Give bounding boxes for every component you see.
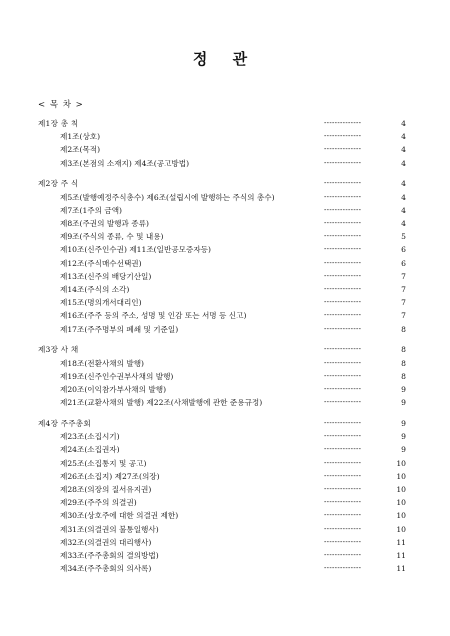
toc-article-row [0,357,450,370]
toc-leader-dots: -------------- [324,419,362,427]
toc-article-title: 제7조(1주의 금액) [60,205,123,215]
toc-chapter-row [0,417,450,430]
toc-article-row [0,562,450,575]
toc-leader-dots: -------------- [324,445,362,454]
toc-page-number: 7 [401,285,406,294]
toc-article-title: 제19조(신주인수권부사채의 발행) [60,371,174,381]
toc-article-title: 제1조(상호) [60,132,101,142]
toc-page-number: 8 [401,324,406,334]
toc-page-number: 4 [401,145,406,155]
toc-chapter-row [0,177,450,190]
toc-chapter-title: 제1장 총 칙 [38,119,79,128]
toc-page-number: 9 [401,398,406,408]
toc-article-row [0,230,450,243]
toc-leader-dots: -------------- [324,179,362,188]
toc-article-title: 제31조(의결권의 불통일행사) [60,524,159,534]
toc-chapter-title: 제2장 주 식 [38,179,79,189]
toc-article-title: 제12조(주식매수선택권) [60,258,142,268]
toc-page-number: 11 [396,564,406,574]
toc-article-row [0,509,450,522]
toc-page-number: 11 [396,551,406,560]
toc-page-number: 4 [401,205,406,215]
toc-page-number: 11 [396,537,406,547]
toc-article-row [0,323,450,336]
toc-article-row [0,157,450,170]
toc-article-title: 제14조(주식의 소각) [60,285,130,294]
toc-leader-dots: -------------- [324,145,362,154]
toc-leader-dots: -------------- [324,205,362,214]
toc-leader-dots: -------------- [324,232,362,241]
toc-page-number: 10 [396,471,406,481]
toc-page-number: 10 [396,485,406,494]
toc-page-number: 10 [396,524,406,534]
toc-article-title: 제32조(의결권의 대리행사) [60,537,152,547]
toc-article-row [0,191,450,204]
toc-leader-dots: -------------- [324,192,362,201]
toc-article-title: 제26조(소집지) 제27조(의장) [60,471,160,481]
toc-page-number: 6 [401,245,406,255]
toc-article-title: 제24조(소집권자) [60,445,120,455]
toc-leader-dots: -------------- [324,158,362,167]
toc-page-number: 4 [401,158,406,168]
toc-leader-dots: -------------- [324,471,362,480]
toc-page-number: 5 [401,232,406,242]
toc-page-number: 8 [401,345,406,355]
toc-page-number: 4 [401,119,406,128]
toc-article-row [0,270,450,283]
toc-article-title: 제16조(주주 등의 주소, 성명 및 인감 또는 서명 등 신고) [60,311,247,321]
toc-leader-dots: -------------- [324,458,362,467]
toc-article-row [0,130,450,143]
document-title: 정 관 [192,50,258,68]
toc-chapter-row [0,343,450,356]
toc-article-title: 제34조(주주총회의 의사록) [60,564,152,574]
toc-page-number: 8 [401,371,406,381]
toc-leader-dots: -------------- [324,432,362,441]
toc-article-row [0,143,450,156]
toc-article-row [0,243,450,256]
toc-leader-dots: -------------- [324,219,362,227]
toc-article-title: 제21조(교환사채의 발행) 제22조(사채발행에 관한 준용규정) [60,398,263,408]
toc-article-title: 제2조(목적) [60,145,101,155]
toc-page-number: 7 [401,271,406,281]
toc-page-number: 4 [401,132,406,142]
toc-leader-dots: -------------- [324,485,362,493]
toc-leader-dots: -------------- [324,564,362,573]
toc-article-row [0,283,450,296]
toc-heading: < 목 차 > [38,100,84,110]
toc-page-number: 4 [401,192,406,202]
toc-leader-dots: -------------- [324,398,362,407]
toc-article-title: 제30조(상호주에 대한 의결권 제한) [60,511,179,521]
toc-page-number: 7 [401,298,406,308]
toc-page-number: 9 [401,445,406,455]
toc-leader-dots: -------------- [324,345,362,354]
toc-chapter-title: 제3장 사 채 [38,345,79,355]
toc-leader-dots: -------------- [324,371,362,380]
toc-leader-dots: -------------- [324,285,362,293]
toc-leader-dots: -------------- [324,132,362,141]
toc-article-row [0,496,450,509]
toc-article-row [0,296,450,309]
toc-article-title: 제18조(전환사채의 발행) [60,358,145,368]
toc-leader-dots: -------------- [324,311,362,320]
toc-leader-dots: -------------- [324,324,362,333]
toc-article-title: 제23조(소집시기) [60,432,120,442]
toc-article-title: 제8조(주권의 발행과 종류) [60,219,149,228]
toc-page-number: 9 [401,385,406,394]
toc-leader-dots: -------------- [324,498,362,507]
toc-leader-dots: -------------- [324,245,362,254]
toc-article-row [0,217,450,230]
toc-article-title: 제25조(소집통지 및 공고) [60,458,147,468]
toc-article-title: 제5조(발행예정주식총수) 제6조(설립시에 발행하는 주식의 총수) [60,192,275,202]
toc-leader-dots: -------------- [324,258,362,267]
toc-article-row [0,430,450,443]
toc-article-row [0,549,450,562]
toc-leader-dots: -------------- [324,551,362,559]
toc-article-row [0,204,450,217]
toc-page-number: 9 [401,432,406,442]
toc-article-row [0,470,450,483]
toc-article-title: 제17조(주주명부의 폐쇄 및 기준일) [60,324,179,334]
toc-article-row [0,396,450,409]
toc-page-number: 4 [401,219,406,228]
toc-article-row [0,443,450,456]
toc-leader-dots: -------------- [324,511,362,520]
toc-article-row [0,383,450,396]
toc-article-row [0,523,450,536]
toc-article-row [0,309,450,322]
toc-leader-dots: -------------- [324,385,362,393]
toc-leader-dots: -------------- [324,537,362,546]
toc-article-title: 제29조(주주의 의결권) [60,498,137,508]
toc-leader-dots: -------------- [324,358,362,367]
toc-article-title: 제10조(신주인수권) 제11조(일반공모증자등) [60,245,211,255]
toc-article-row [0,370,450,383]
toc-article-title: 제3조(본점의 소재지) 제4조(공고방법) [60,158,190,168]
toc-article-row [0,536,450,549]
toc-article-title: 제20조(이익참가부사채의 발행) [60,385,167,394]
toc-article-title: 제28조(의장의 질서유지권) [60,485,152,494]
toc-leader-dots: -------------- [324,271,362,280]
toc-leader-dots: -------------- [324,298,362,307]
toc-leader-dots: -------------- [324,524,362,533]
toc-leader-dots: -------------- [324,119,362,127]
toc-page-number: 8 [401,358,406,368]
toc-page-number: 7 [401,311,406,321]
toc-article-row [0,257,450,270]
toc-page-number: 6 [401,258,406,268]
toc-article-row [0,457,450,470]
toc-chapter-row [0,117,450,130]
toc-chapter-title: 제4장 주주총회 [38,419,91,428]
toc-article-title: 제13조(신주의 배당기산일) [60,271,152,281]
toc-page-number: 9 [401,419,406,428]
toc-page-number: 4 [401,179,406,189]
toc-article-row [0,483,450,496]
toc-article-title: 제9조(주식의 종류, 수 및 내용) [60,232,164,242]
toc-article-title: 제15조(명의개서대리인) [60,298,142,308]
toc-page-number: 10 [396,511,406,521]
toc-article-title: 제33조(주주총회의 결의방법) [60,551,159,560]
toc-page-number: 10 [396,458,406,468]
toc-page-number: 10 [396,498,406,508]
